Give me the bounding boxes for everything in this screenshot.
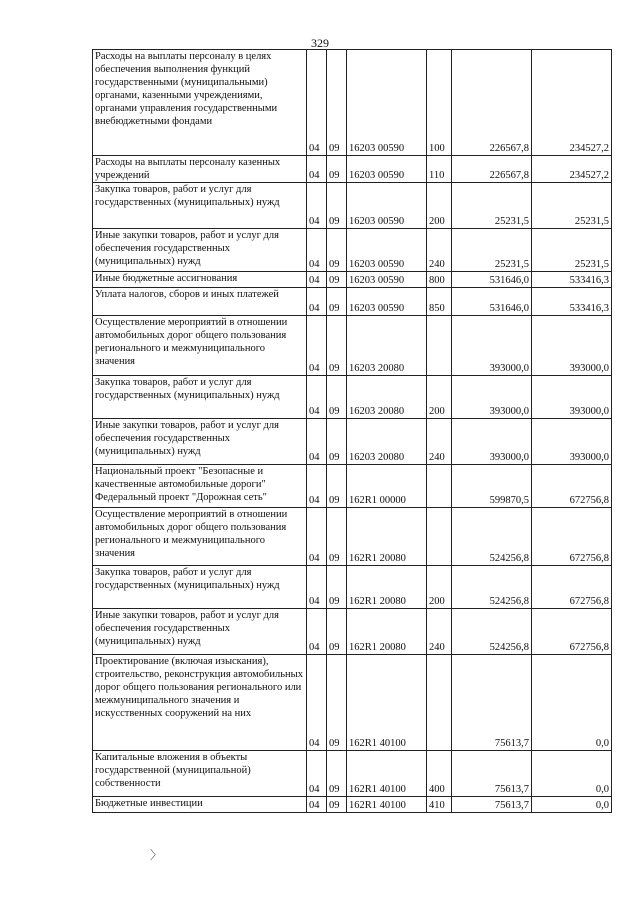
row-amount-year-2: 672756,8 [532, 609, 612, 655]
row-section: 04 [307, 655, 327, 751]
row-expense-type: 240 [427, 609, 452, 655]
row-target-article: 162R1 20080 [347, 609, 427, 655]
row-name: Закупка товаров, работ и услуг для государственных (муниципальных) нужд [93, 376, 307, 419]
row-subsection: 09 [327, 229, 347, 272]
row-amount-year-2: 0,0 [532, 751, 612, 797]
row-target-article: 16203 00590 [347, 183, 427, 229]
row-name: Осуществление мероприятий в отношении автомобильных дорог общего пользования регионального и межмуниципального значения [93, 316, 307, 376]
row-name: Иные закупки товаров, работ и услуг для обеспечения государственных (муниципальных) нужд [93, 229, 307, 272]
row-subsection: 09 [327, 655, 347, 751]
row-name: Иные закупки товаров, работ и услуг для обеспечения государственных (муниципальных) нужд [93, 419, 307, 465]
row-expense-type: 240 [427, 419, 452, 465]
row-expense-type [427, 655, 452, 751]
row-subsection: 09 [327, 797, 347, 813]
row-expense-type: 110 [427, 156, 452, 183]
row-subsection: 09 [327, 183, 347, 229]
row-name: Бюджетные инвестиции [93, 797, 307, 813]
row-amount-year-1: 531646,0 [452, 288, 532, 316]
row-amount-year-1: 524256,8 [452, 508, 532, 566]
table-row [93, 465, 612, 508]
row-subsection: 09 [327, 156, 347, 183]
row-amount-year-1: 75613,7 [452, 751, 532, 797]
row-target-article: 162R1 00000 [347, 465, 427, 508]
row-amount-year-2: 533416,3 [532, 288, 612, 316]
row-name: Расходы на выплаты персоналу казенных учреждений [93, 156, 307, 183]
table-row [93, 229, 612, 272]
row-section: 04 [307, 229, 327, 272]
table-row [93, 797, 612, 813]
row-amount-year-2: 672756,8 [532, 465, 612, 508]
row-section: 04 [307, 508, 327, 566]
row-expense-type [427, 316, 452, 376]
row-expense-type: 200 [427, 183, 452, 229]
table-row [93, 50, 612, 156]
row-expense-type: 410 [427, 797, 452, 813]
row-section: 04 [307, 419, 327, 465]
budget-table [92, 49, 612, 813]
row-amount-year-2: 533416,3 [532, 272, 612, 288]
row-amount-year-1: 25231,5 [452, 183, 532, 229]
row-amount-year-2: 234527,2 [532, 50, 612, 156]
row-amount-year-2: 25231,5 [532, 229, 612, 272]
row-subsection: 09 [327, 272, 347, 288]
row-subsection: 09 [327, 609, 347, 655]
row-name: Капитальные вложения в объекты государственной (муниципальной) собственности [93, 751, 307, 797]
row-section: 04 [307, 272, 327, 288]
row-target-article: 16203 00590 [347, 156, 427, 183]
row-section: 04 [307, 376, 327, 419]
table-row [93, 566, 612, 609]
stray-mark: 〉 [150, 848, 163, 862]
table-row [93, 751, 612, 797]
table-body [93, 50, 612, 813]
row-section: 04 [307, 751, 327, 797]
row-section: 04 [307, 609, 327, 655]
row-name: Иные бюджетные ассигнования [93, 272, 307, 288]
row-amount-year-1: 393000,0 [452, 419, 532, 465]
row-target-article: 16203 00590 [347, 272, 427, 288]
row-amount-year-1: 226567,8 [452, 50, 532, 156]
table-row [93, 272, 612, 288]
row-target-article: 16203 00590 [347, 229, 427, 272]
row-name: Закупка товаров, работ и услуг для государственных (муниципальных) нужд [93, 566, 307, 609]
row-name: Иные закупки товаров, работ и услуг для обеспечения государственных (муниципальных) нужд [93, 609, 307, 655]
table-row [93, 316, 612, 376]
row-target-article: 162R1 40100 [347, 751, 427, 797]
page-number: 329 [311, 36, 329, 50]
row-amount-year-1: 524256,8 [452, 566, 532, 609]
row-expense-type: 100 [427, 50, 452, 156]
row-amount-year-1: 226567,8 [452, 156, 532, 183]
row-subsection: 09 [327, 508, 347, 566]
row-expense-type: 200 [427, 376, 452, 419]
table-row [93, 183, 612, 229]
row-target-article: 162R1 40100 [347, 655, 427, 751]
row-expense-type [427, 465, 452, 508]
row-expense-type: 850 [427, 288, 452, 316]
row-expense-type: 400 [427, 751, 452, 797]
row-amount-year-1: 25231,5 [452, 229, 532, 272]
row-section: 04 [307, 183, 327, 229]
row-target-article: 162R1 20080 [347, 566, 427, 609]
row-subsection: 09 [327, 419, 347, 465]
row-name: Национальный проект "Безопасные и качественные автомобильные дороги" Федеральный проект "Дорожная сеть" [93, 465, 307, 508]
table-row [93, 288, 612, 316]
row-expense-type: 800 [427, 272, 452, 288]
row-section: 04 [307, 797, 327, 813]
row-section: 04 [307, 50, 327, 156]
row-target-article: 162R1 40100 [347, 797, 427, 813]
row-target-article: 162R1 20080 [347, 508, 427, 566]
row-amount-year-1: 75613,7 [452, 655, 532, 751]
table-row [93, 609, 612, 655]
row-expense-type: 240 [427, 229, 452, 272]
row-target-article: 16203 20080 [347, 316, 427, 376]
row-name: Проектирование (включая изыскания), строительство, реконструкция автомобильных дорог общего пользования регионального или межмуниципального значения и искусственных сооружений на них [93, 655, 307, 751]
row-amount-year-2: 0,0 [532, 655, 612, 751]
row-amount-year-1: 393000,0 [452, 316, 532, 376]
row-section: 04 [307, 465, 327, 508]
row-name: Расходы на выплаты персоналу в целях обеспечения выполнения функций государственными (муниципальными) органами, казенными учреждениями, органами управления государственными внебюджетными фондами [93, 50, 307, 156]
row-amount-year-1: 531646,0 [452, 272, 532, 288]
row-subsection: 09 [327, 316, 347, 376]
row-name: Уплата налогов, сборов и иных платежей [93, 288, 307, 316]
row-amount-year-1: 393000,0 [452, 376, 532, 419]
row-amount-year-2: 393000,0 [532, 419, 612, 465]
table-row [93, 655, 612, 751]
row-section: 04 [307, 566, 327, 609]
row-section: 04 [307, 156, 327, 183]
row-amount-year-2: 393000,0 [532, 316, 612, 376]
row-amount-year-2: 0,0 [532, 797, 612, 813]
row-target-article: 16203 00590 [347, 50, 427, 156]
row-expense-type [427, 508, 452, 566]
row-amount-year-1: 524256,8 [452, 609, 532, 655]
row-target-article: 16203 20080 [347, 376, 427, 419]
table-row [93, 156, 612, 183]
row-subsection: 09 [327, 751, 347, 797]
row-amount-year-2: 672756,8 [532, 566, 612, 609]
row-subsection: 09 [327, 465, 347, 508]
row-amount-year-2: 672756,8 [532, 508, 612, 566]
row-section: 04 [307, 288, 327, 316]
row-target-article: 16203 00590 [347, 288, 427, 316]
row-subsection: 09 [327, 566, 347, 609]
row-name: Закупка товаров, работ и услуг для государственных (муниципальных) нужд [93, 183, 307, 229]
row-section: 04 [307, 316, 327, 376]
row-target-article: 16203 20080 [347, 419, 427, 465]
row-subsection: 09 [327, 376, 347, 419]
row-name: Осуществление мероприятий в отношении автомобильных дорог общего пользования регионального и межмуниципального значения [93, 508, 307, 566]
row-amount-year-1: 599870,5 [452, 465, 532, 508]
row-amount-year-2: 234527,2 [532, 156, 612, 183]
table-row [93, 508, 612, 566]
row-subsection: 09 [327, 288, 347, 316]
row-amount-year-2: 393000,0 [532, 376, 612, 419]
row-amount-year-2: 25231,5 [532, 183, 612, 229]
row-amount-year-1: 75613,7 [452, 797, 532, 813]
row-expense-type: 200 [427, 566, 452, 609]
table-row [93, 419, 612, 465]
row-subsection: 09 [327, 50, 347, 156]
table-row [93, 376, 612, 419]
